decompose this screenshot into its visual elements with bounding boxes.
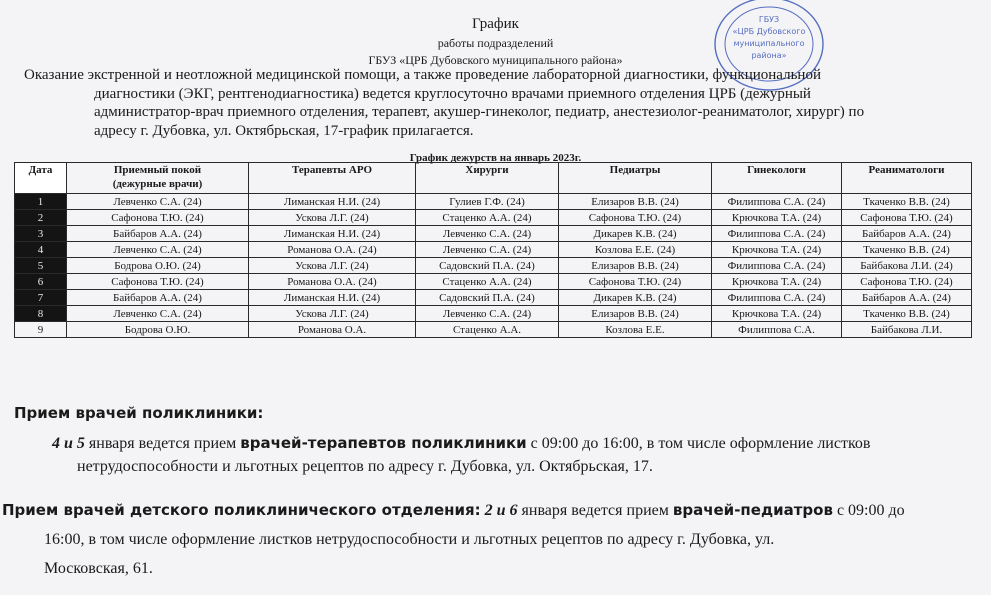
doctor-type-highlight: врачей-педиатров: [672, 501, 833, 519]
stamp-line-3: муниципального: [733, 39, 805, 48]
doctor-cell: Крючкова Т.А. (24): [712, 210, 842, 226]
doctor-cell: Ткаченко В.В. (24): [842, 194, 972, 210]
doctor-cell: Елизаров В.В. (24): [559, 194, 712, 210]
doctor-cell: Лиманская Н.И. (24): [249, 194, 416, 210]
doctor-cell: Ускова Л.Г. (24): [249, 306, 416, 322]
doctor-cell: Крючкова Т.А. (24): [712, 242, 842, 258]
doctor-cell: Бодрова О.Ю.: [67, 322, 249, 338]
duty-schedule-table: [14, 162, 972, 338]
doctor-cell: Левченко С.А. (24): [67, 194, 249, 210]
section-children-line3: Московская, 61.: [44, 560, 153, 577]
table-row: [15, 226, 972, 242]
doctor-cell: Садовский П.А. (24): [416, 258, 559, 274]
date-cell: 7: [15, 290, 67, 306]
organization-name: ГБУЗ «ЦРБ Дубовского муниципального района»: [368, 53, 623, 67]
doctor-cell: Ткаченко В.В. (24): [842, 242, 972, 258]
doctor-cell: Филиппова С.А. (24): [712, 194, 842, 210]
intro-line: диагностики (ЭКГ, рентгенодиагностика) ведется круглосуточно врачами приемного отделения ЦРБ (дежурный: [94, 85, 811, 102]
column-header-pediatricians: Педиатры: [559, 163, 712, 194]
doctor-cell: Ткаченко В.В. (24): [842, 306, 972, 322]
intro-line: адресу г. Дубовка, ул. Октябрьская, 17-график прилагается.: [94, 122, 474, 139]
table-row: [15, 322, 972, 338]
doctor-cell: Байбаров А.А. (24): [67, 226, 249, 242]
column-header-gynecologists: Гинекологи: [712, 163, 842, 194]
doctor-cell: Романова О.А. (24): [249, 274, 416, 290]
text-fragment: января ведется прием: [517, 502, 673, 519]
doctor-cell: Филиппова С.А. (24): [712, 258, 842, 274]
stamp-line-4: района»: [751, 51, 787, 60]
doctor-cell: Ускова Л.Г. (24): [249, 210, 416, 226]
doctor-cell: Елизаров В.В. (24): [559, 258, 712, 274]
doctor-cell: Байбакова Л.И. (24): [842, 258, 972, 274]
column-header-date: Дата: [15, 163, 67, 194]
doctor-cell: Филиппова С.А. (24): [712, 290, 842, 306]
doctor-cell: Стаценко А.А.: [416, 322, 559, 338]
doctor-cell: Левченко С.А. (24): [67, 306, 249, 322]
doctor-cell: Козлова Е.Е.: [559, 322, 712, 338]
text-fragment: января ведется прием: [84, 435, 241, 452]
section-heading-polyclinic: Прием врачей поликлиники:: [14, 404, 264, 422]
doctor-cell: Сафонова Т.Ю. (24): [67, 274, 249, 290]
doctor-cell: Сафонова Т.Ю. (24): [842, 210, 972, 226]
doctor-cell: Левченко С.А. (24): [67, 242, 249, 258]
column-header-resuscitators: Реаниматологи: [842, 163, 972, 194]
doctor-cell: Левченко С.А. (24): [416, 306, 559, 322]
date-cell: 8: [15, 306, 67, 322]
column-header-reception-line2: (дежурные врачи): [112, 178, 203, 190]
doctor-cell: Сафонова Т.Ю. (24): [559, 274, 712, 290]
doctor-cell: Крючкова Т.А. (24): [712, 306, 842, 322]
section-children-line2: 16:00, в том числе оформление листков нетрудоспособности и льготных рецептов по адресу г. Дубовка, ул.: [44, 531, 775, 548]
days-highlight: 4 и 5: [52, 435, 85, 452]
intro-paragraph: [16, 66, 972, 140]
doctor-cell: Стаценко А.А. (24): [416, 274, 559, 290]
table-row: [15, 258, 972, 274]
doctor-cell: Левченко С.А. (24): [416, 242, 559, 258]
column-header-reception-line1: Приемный покой: [113, 164, 202, 176]
section-heading-children: Прием врачей детского поликлинического отделения:: [2, 501, 481, 519]
doctor-cell: Крючкова Т.А. (24): [712, 274, 842, 290]
doctor-cell: Байбаров А.А. (24): [67, 290, 249, 306]
doctor-cell: Филиппова С.А.: [712, 322, 842, 338]
section-polyclinic-text: [24, 432, 984, 478]
doctor-cell: Романова О.А. (24): [249, 242, 416, 258]
document-subtitle: работы подразделений: [437, 36, 554, 50]
stamp-line-2: «ЦРБ Дубовского: [732, 27, 806, 36]
date-cell: 6: [15, 274, 67, 290]
date-cell: 2: [15, 210, 67, 226]
doctor-cell: Байбакова Л.И.: [842, 322, 972, 338]
column-header-reception: [67, 163, 249, 194]
doctor-cell: Елизаров В.В. (24): [559, 306, 712, 322]
doctor-cell: Лиманская Н.И. (24): [249, 226, 416, 242]
doctor-cell: Дикарев К.В. (24): [559, 226, 712, 242]
date-cell: 3: [15, 226, 67, 242]
doctor-cell: Лиманская Н.И. (24): [249, 290, 416, 306]
intro-line: Оказание экстренной и неотложной медицинской помощи, а также проведение лабораторной диагностики, функциональной: [24, 67, 821, 83]
date-cell: 5: [15, 258, 67, 274]
doctor-cell: Стаценко А.А. (24): [416, 210, 559, 226]
days-highlight: 2 и 6: [484, 502, 518, 519]
doctor-cell: Дикарев К.В. (24): [559, 290, 712, 306]
doctor-cell: Байбаров А.А. (24): [842, 226, 972, 242]
doctor-cell: Байбаров А.А. (24): [842, 290, 972, 306]
table-row: [15, 290, 972, 306]
table-row: [15, 242, 972, 258]
section-polyclinic-line2: нетрудоспособности и льготных рецептов по адресу г. Дубовка, ул. Октябрьская, 17.: [77, 458, 653, 475]
table-row: [15, 194, 972, 210]
table-header-row: [15, 163, 972, 194]
doctor-cell: Ускова Л.Г. (24): [249, 258, 416, 274]
text-fragment: с 09:00 до 16:00, в том числе оформление листков: [526, 435, 871, 452]
doctor-cell: Садовский П.А. (24): [416, 290, 559, 306]
doctor-cell: Бодрова О.Ю. (24): [67, 258, 249, 274]
table-row: [15, 210, 972, 226]
table-caption: График дежурств на январь 2023г.: [409, 152, 582, 164]
intro-line: администратор-врач приемного отделения, терапевт, акушер-гинеколог, педиатр, анестезиолог-реаниматолог, хирург) по: [94, 104, 865, 120]
text-fragment: с 09:00 до: [832, 502, 905, 519]
document-title: График: [472, 16, 519, 32]
doctor-cell: Сафонова Т.Ю. (24): [559, 210, 712, 226]
column-header-therapists: Терапевты АРО: [249, 163, 416, 194]
doctor-cell: Гулиев Г.Ф. (24): [416, 194, 559, 210]
date-cell: 9: [15, 322, 67, 338]
doctor-type-highlight: врачей-терапевтов поликлиники: [240, 434, 527, 452]
date-cell: 1: [15, 194, 67, 210]
table-row: [15, 274, 972, 290]
section-polyclinic-line1: [24, 432, 984, 455]
section-children-text: [2, 496, 987, 583]
doctor-cell: Левченко С.А. (24): [416, 226, 559, 242]
section-children-line1: [2, 502, 905, 519]
date-cell: 4: [15, 242, 67, 258]
table-row: [15, 306, 972, 322]
doctor-cell: Сафонова Т.Ю. (24): [67, 210, 249, 226]
column-header-surgeons: Хирурги: [416, 163, 559, 194]
stamp-line-1: ГБУЗ: [758, 15, 780, 24]
doctor-cell: Сафонова Т.Ю. (24): [842, 274, 972, 290]
doctor-cell: Романова О.А.: [249, 322, 416, 338]
doctor-cell: Филиппова С.А. (24): [712, 226, 842, 242]
doctor-cell: Козлова Е.Е. (24): [559, 242, 712, 258]
